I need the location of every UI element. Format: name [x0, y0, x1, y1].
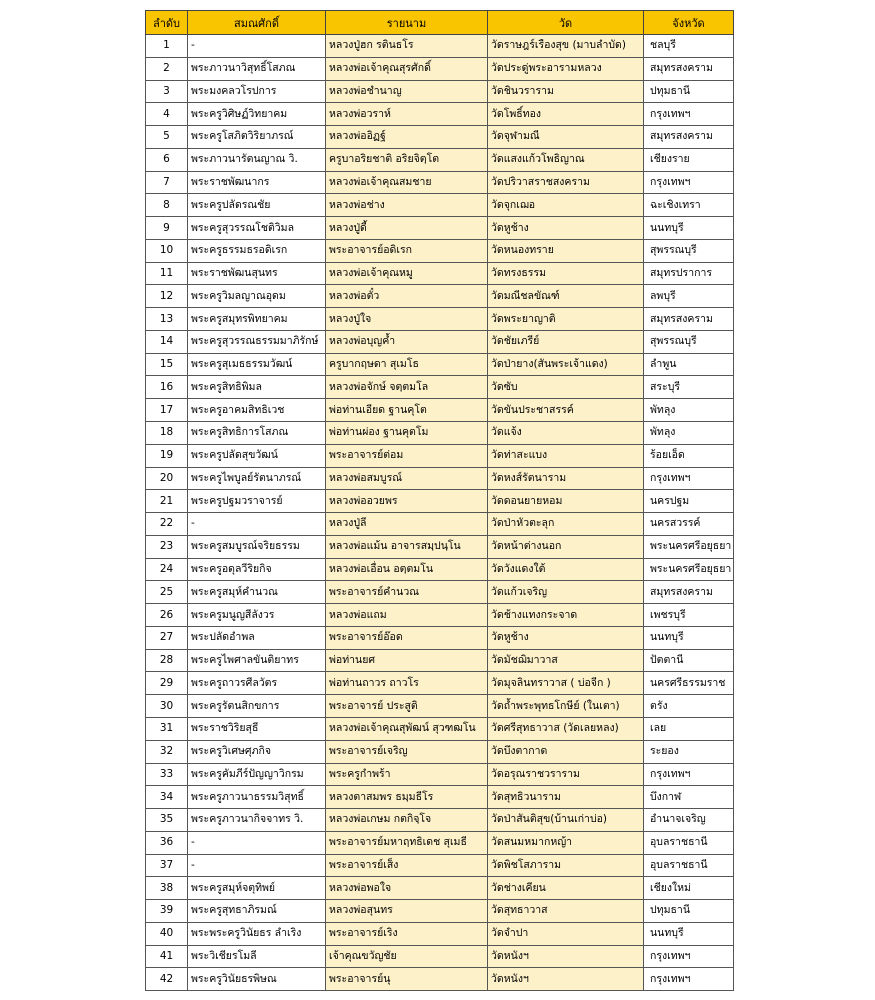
- cell-name: หลวงพ่อเกษม กตกิจฺโจ: [326, 809, 488, 832]
- cell-order: 18: [146, 422, 188, 445]
- table-row: [146, 558, 734, 581]
- cell-title: พระครูสุวรรณโชติวิมล: [188, 217, 326, 240]
- cell-order: 34: [146, 786, 188, 809]
- cell-temple: วัดสุทธาวาส: [488, 900, 644, 923]
- table-row: [146, 171, 734, 194]
- cell-name: หลวงพ่อเจ้าคุณสุรศักดิ์: [326, 57, 488, 80]
- cell-province: นครสวรรค์: [644, 513, 734, 536]
- cell-province: สมุทรสงคราม: [644, 126, 734, 149]
- cell-name: หลวงพ่อชำนาญ: [326, 80, 488, 103]
- cell-temple: วัดมัชฌิมาวาส: [488, 649, 644, 672]
- cell-province: กรุงเทพฯ: [644, 467, 734, 490]
- cell-name: หลวงปู่ใจ: [326, 308, 488, 331]
- cell-order: 23: [146, 535, 188, 558]
- table-body: [146, 35, 734, 991]
- table-row: [146, 513, 734, 536]
- cell-title: พระครูสมุทรพิทยาคม: [188, 308, 326, 331]
- cell-province: ปัตตานี: [644, 649, 734, 672]
- table-row: [146, 854, 734, 877]
- cell-temple: วัดจุกเฌอ: [488, 194, 644, 217]
- cell-province: กรุงเทพฯ: [644, 171, 734, 194]
- cell-order: 8: [146, 194, 188, 217]
- cell-title: พระครูมนูญสีลังวร: [188, 604, 326, 627]
- cell-province: ตรัง: [644, 695, 734, 718]
- cell-name: หลวงพ่ออวยพร: [326, 490, 488, 513]
- cell-title: พระภาวนารัตนญาณ วิ.: [188, 148, 326, 171]
- cell-temple: วัดแก้วเจริญ: [488, 581, 644, 604]
- cell-temple: วัดมุจลินทราวาส ( บ่อจีก ): [488, 672, 644, 695]
- cell-title: พระครูวิเศษศุภกิจ: [188, 740, 326, 763]
- cell-name: พ่อท่านผ่อง ฐานคุตโม: [326, 422, 488, 445]
- cell-name: พระอาจารย์ต่อม: [326, 444, 488, 467]
- table-row: [146, 308, 734, 331]
- cell-name: หลวงพ่อพอใจ: [326, 877, 488, 900]
- cell-province: สมุทรสงคราม: [644, 57, 734, 80]
- cell-province: สุพรรณบุรี: [644, 330, 734, 353]
- cell-name: หลวงพ่อตั๋ว: [326, 285, 488, 308]
- cell-temple: วัดอรุณราชวราราม: [488, 763, 644, 786]
- cell-name: หลวงพ่อเอื่อน อตฺตมโน: [326, 558, 488, 581]
- cell-temple: วัดจำปา: [488, 922, 644, 945]
- cell-temple: วัดขันประชาสรรค์: [488, 399, 644, 422]
- cell-order: 37: [146, 854, 188, 877]
- cell-name: พระอาจารย์เริง: [326, 922, 488, 945]
- cell-name: พระอาจารย์อดิเรก: [326, 239, 488, 262]
- header-province: จังหวัด: [644, 11, 734, 35]
- cell-title: พระครูอดุลวีริยกิจ: [188, 558, 326, 581]
- cell-temple: วัดดอนยายหอม: [488, 490, 644, 513]
- cell-temple: วัดจุฬามณี: [488, 126, 644, 149]
- cell-order: 24: [146, 558, 188, 581]
- table-row: [146, 945, 734, 968]
- cell-title: -: [188, 854, 326, 877]
- cell-title: พระครูสิทธิพิมล: [188, 376, 326, 399]
- header-row: [146, 11, 734, 35]
- cell-order: 16: [146, 376, 188, 399]
- table-row: [146, 968, 734, 991]
- cell-temple: วัดพระยาญาติ: [488, 308, 644, 331]
- cell-province: อำนาจเจริญ: [644, 809, 734, 832]
- table-row: [146, 535, 734, 558]
- cell-province: ร้อยเอ็ด: [644, 444, 734, 467]
- cell-order: 2: [146, 57, 188, 80]
- cell-province: สระบุรี: [644, 376, 734, 399]
- cell-order: 3: [146, 80, 188, 103]
- cell-order: 12: [146, 285, 188, 308]
- cell-name: ครูบากฤษดา สุเมโธ: [326, 353, 488, 376]
- cell-order: 21: [146, 490, 188, 513]
- cell-order: 6: [146, 148, 188, 171]
- cell-title: พระวิเชียรโมลี: [188, 945, 326, 968]
- cell-name: หลวงปู่ดี้: [326, 217, 488, 240]
- cell-order: 13: [146, 308, 188, 331]
- cell-order: 9: [146, 217, 188, 240]
- cell-province: สมุทรสงคราม: [644, 581, 734, 604]
- cell-temple: วัดหูช้าง: [488, 626, 644, 649]
- cell-title: พระครูสุเมธธรรมวัฒน์: [188, 353, 326, 376]
- cell-province: ชลบุรี: [644, 35, 734, 58]
- table-row: [146, 626, 734, 649]
- table-row: [146, 148, 734, 171]
- cell-province: กรุงเทพฯ: [644, 945, 734, 968]
- cell-province: ลพบุรี: [644, 285, 734, 308]
- table-row: [146, 740, 734, 763]
- cell-name: หลวงพ่อสมบูรณ์: [326, 467, 488, 490]
- cell-province: ลำพูน: [644, 353, 734, 376]
- cell-temple: วัดวังแดงใต้: [488, 558, 644, 581]
- cell-name: หลวงพ่อเจ้าคุณหมู: [326, 262, 488, 285]
- cell-title: พระครูวิศิษฏ์วิทยาคม: [188, 103, 326, 126]
- cell-order: 35: [146, 809, 188, 832]
- table-row: [146, 900, 734, 923]
- cell-province: ฉะเชิงเทรา: [644, 194, 734, 217]
- cell-order: 29: [146, 672, 188, 695]
- cell-temple: วัดป่าหัวตะลุก: [488, 513, 644, 536]
- table-row: [146, 239, 734, 262]
- cell-temple: วัดหงส์รัตนาราม: [488, 467, 644, 490]
- cell-name: พระอาจารย์อ๊อด: [326, 626, 488, 649]
- table-row: [146, 649, 734, 672]
- cell-title: พระครูสุทธาภิรมณ์: [188, 900, 326, 923]
- cell-province: นครศรีธรรมราช: [644, 672, 734, 695]
- cell-name: พระอาจารย์ ประสูติ: [326, 695, 488, 718]
- cell-title: พระครูธรรมธรอดิเรก: [188, 239, 326, 262]
- cell-province: นนทบุรี: [644, 217, 734, 240]
- table-row: [146, 80, 734, 103]
- cell-order: 33: [146, 763, 188, 786]
- cell-title: -: [188, 513, 326, 536]
- table-row: [146, 581, 734, 604]
- table-row: [146, 376, 734, 399]
- table-row: [146, 57, 734, 80]
- cell-order: 27: [146, 626, 188, 649]
- cell-order: 15: [146, 353, 188, 376]
- cell-name: หลวงพ่อวราห์: [326, 103, 488, 126]
- header-temple: วัด: [488, 11, 644, 35]
- cell-province: กรุงเทพฯ: [644, 763, 734, 786]
- cell-province: นนทบุรี: [644, 626, 734, 649]
- cell-order: 17: [146, 399, 188, 422]
- cell-temple: วัดหนังฯ: [488, 945, 644, 968]
- cell-title: พระราชพัฒนสุนทร: [188, 262, 326, 285]
- cell-temple: วัดพิชโสภาราม: [488, 854, 644, 877]
- header-order: ลำดับ: [146, 11, 188, 35]
- cell-name: พระอาจารย์เส็ง: [326, 854, 488, 877]
- cell-province: เลย: [644, 717, 734, 740]
- cell-title: -: [188, 35, 326, 58]
- cell-order: 40: [146, 922, 188, 945]
- table-row: [146, 399, 734, 422]
- cell-name: พระอาจารย์คำนวณ: [326, 581, 488, 604]
- cell-province: กรุงเทพฯ: [644, 103, 734, 126]
- cell-order: 11: [146, 262, 188, 285]
- cell-name: หลวงพ่อเจ้าคุณสุพัฒน์ สุวฑฒโน: [326, 717, 488, 740]
- cell-title: พระครูถาวรศีลวัตร: [188, 672, 326, 695]
- cell-title: พระครูรัตนสิกขการ: [188, 695, 326, 718]
- cell-temple: วัดแจ้ง: [488, 422, 644, 445]
- cell-temple: วัดบึงตากาด: [488, 740, 644, 763]
- cell-name: หลวงปู่ลี: [326, 513, 488, 536]
- cell-temple: วัดหน้าต่างนอก: [488, 535, 644, 558]
- table-row: [146, 922, 734, 945]
- cell-name: ครูบาอริยชาติ อริยจิตฺโต: [326, 148, 488, 171]
- cell-province: พัทลุง: [644, 399, 734, 422]
- cell-title: พระครูปฐมวราจารย์: [188, 490, 326, 513]
- table-row: [146, 35, 734, 58]
- cell-title: พระครูวินัยธรพิษณ: [188, 968, 326, 991]
- table-row: [146, 672, 734, 695]
- cell-province: ปทุมธานี: [644, 80, 734, 103]
- table-row: [146, 422, 734, 445]
- cell-temple: วัดโพธิ์ทอง: [488, 103, 644, 126]
- cell-temple: วัดราษฎร์เรืองสุข (มาบลำบัด): [488, 35, 644, 58]
- cell-order: 4: [146, 103, 188, 126]
- table-row: [146, 604, 734, 627]
- cell-order: 30: [146, 695, 188, 718]
- cell-temple: วัดป่าสันติสุข(บ้านเก่าบ่อ): [488, 809, 644, 832]
- cell-order: 31: [146, 717, 188, 740]
- cell-name: พ่อท่านเอียด ฐานคุโต: [326, 399, 488, 422]
- cell-temple: วัดทรงธรรม: [488, 262, 644, 285]
- cell-province: ปทุมธานี: [644, 900, 734, 923]
- cell-order: 39: [146, 900, 188, 923]
- cell-title: พระพระครูวินัยธร ลำเริง: [188, 922, 326, 945]
- cell-province: สุพรรณบุรี: [644, 239, 734, 262]
- cell-name: หลวงพ่อแถม: [326, 604, 488, 627]
- header-name: รายนาม: [326, 11, 488, 35]
- cell-name: พ่อท่านยศ: [326, 649, 488, 672]
- cell-title: พระครูวิมลญาณอุดม: [188, 285, 326, 308]
- table-row: [146, 877, 734, 900]
- cell-name: หลวงพ่อจักษ์ จตฺตมโล: [326, 376, 488, 399]
- cell-title: พระครูสมุห์จตุทิพย์: [188, 877, 326, 900]
- cell-temple: วัดศรีสุทธาวาส (วัดเลยหลง): [488, 717, 644, 740]
- cell-temple: วัดป่ายาง(สันพระเจ้าแดง): [488, 353, 644, 376]
- cell-temple: วัดช้างแทงกระจาด: [488, 604, 644, 627]
- cell-province: สมุทรปราการ: [644, 262, 734, 285]
- cell-temple: วัดหนองทราย: [488, 239, 644, 262]
- table-row: [146, 262, 734, 285]
- cell-temple: วัดสุทธิวนาราม: [488, 786, 644, 809]
- cell-name: พระครูกำพร้า: [326, 763, 488, 786]
- cell-name: หลวงพ่อสุนทร: [326, 900, 488, 923]
- cell-province: นนทบุรี: [644, 922, 734, 945]
- cell-name: หลวงพ่อแม้น อาจารสมฺปนฺโน: [326, 535, 488, 558]
- cell-province: พระนครศรีอยุธยา: [644, 535, 734, 558]
- cell-name: พระอาจารย์มหาฤทธิเดช สุเมธี: [326, 831, 488, 854]
- cell-title: พระครูสิทธิการโสภณ: [188, 422, 326, 445]
- table-row: [146, 353, 734, 376]
- cell-province: กรุงเทพฯ: [644, 968, 734, 991]
- cell-temple: วัดปริวาสราชสงคราม: [488, 171, 644, 194]
- cell-name: หลวงพ่ออิฏฐ์: [326, 126, 488, 149]
- cell-title: พระภาวนาวิสุทธิ์โสภณ: [188, 57, 326, 80]
- cell-name: หลวงพ่อบุญค้ำ: [326, 330, 488, 353]
- cell-temple: วัดชินวราราม: [488, 80, 644, 103]
- cell-title: พระครูสมุห์คำนวณ: [188, 581, 326, 604]
- cell-order: 10: [146, 239, 188, 262]
- cell-name: พระอาจารย์นุ: [326, 968, 488, 991]
- cell-province: ระยอง: [644, 740, 734, 763]
- table-row: [146, 831, 734, 854]
- cell-order: 36: [146, 831, 188, 854]
- cell-order: 22: [146, 513, 188, 536]
- cell-order: 26: [146, 604, 188, 627]
- cell-title: พระครูภาวนาธรรมวิสุทธิ์: [188, 786, 326, 809]
- cell-title: พระครูภาวนากิจจาทร วิ.: [188, 809, 326, 832]
- cell-temple: วัดชัยเภรีย์: [488, 330, 644, 353]
- monk-list-table: [145, 10, 734, 991]
- cell-province: เพชรบุรี: [644, 604, 734, 627]
- cell-province: อุบลราชธานี: [644, 854, 734, 877]
- cell-order: 25: [146, 581, 188, 604]
- cell-temple: วัดถ้ำพระพุทธโกษีย์ (ในเตา): [488, 695, 644, 718]
- cell-title: พระครูโสภิตวิริยาภรณ์: [188, 126, 326, 149]
- cell-temple: วัดหูช้าง: [488, 217, 644, 240]
- table-row: [146, 490, 734, 513]
- table-row: [146, 467, 734, 490]
- cell-title: พระครูปลัดรณชัย: [188, 194, 326, 217]
- cell-temple: วัดช่างเคียน: [488, 877, 644, 900]
- table-row: [146, 285, 734, 308]
- cell-order: 38: [146, 877, 188, 900]
- cell-order: 5: [146, 126, 188, 149]
- cell-title: พระมงคลวโรปการ: [188, 80, 326, 103]
- cell-title: พระปลัดอำพล: [188, 626, 326, 649]
- cell-temple: วัดประดู่พระอารามหลวง: [488, 57, 644, 80]
- table-row: [146, 444, 734, 467]
- table-row: [146, 763, 734, 786]
- cell-title: -: [188, 831, 326, 854]
- cell-order: 14: [146, 330, 188, 353]
- cell-temple: วัดมณีชลขัณฑ์: [488, 285, 644, 308]
- cell-name: หลวงปู่ฮก รตินธโร: [326, 35, 488, 58]
- cell-order: 1: [146, 35, 188, 58]
- cell-name: พระอาจารย์เจริญ: [326, 740, 488, 763]
- cell-title: พระราชวิริยสุธี: [188, 717, 326, 740]
- cell-title: พระครูสุวรรณธรรมมาภิรักษ์: [188, 330, 326, 353]
- table-row: [146, 786, 734, 809]
- table-row: [146, 717, 734, 740]
- cell-title: พระครูปลัดสุขวัฒน์: [188, 444, 326, 467]
- table-row: [146, 103, 734, 126]
- cell-temple: วัดหนังฯ: [488, 968, 644, 991]
- cell-title: พระครูอาคมสิทธิเวช: [188, 399, 326, 422]
- cell-name: หลวงตาสมพร ธมฺมธีโร: [326, 786, 488, 809]
- table-row: [146, 194, 734, 217]
- table-row: [146, 695, 734, 718]
- cell-province: พระนครศรีอยุธยา: [644, 558, 734, 581]
- cell-title: พระครูสมบูรณ์จริยธรรม: [188, 535, 326, 558]
- header-title: สมณศักดิ์: [188, 11, 326, 35]
- cell-name: หลวงพ่อช่าง: [326, 194, 488, 217]
- cell-province: พัทลุง: [644, 422, 734, 445]
- cell-province: เชียงราย: [644, 148, 734, 171]
- table-row: [146, 126, 734, 149]
- cell-name: หลวงพ่อเจ้าคุณสมชาย: [326, 171, 488, 194]
- cell-order: 28: [146, 649, 188, 672]
- cell-province: เชียงใหม่: [644, 877, 734, 900]
- cell-name: พ่อท่านถาวร ถาวโร: [326, 672, 488, 695]
- cell-province: อุบลราชธานี: [644, 831, 734, 854]
- table-row: [146, 809, 734, 832]
- cell-temple: วัดซับ: [488, 376, 644, 399]
- cell-temple: วัดท่าสะแบง: [488, 444, 644, 467]
- table-row: [146, 330, 734, 353]
- cell-order: 20: [146, 467, 188, 490]
- table-row: [146, 217, 734, 240]
- cell-title: พระราชพัฒนากร: [188, 171, 326, 194]
- cell-title: พระครูคัมภีร์ปัญญาวิกรม: [188, 763, 326, 786]
- cell-province: บึงกาฬ: [644, 786, 734, 809]
- cell-province: นครปฐม: [644, 490, 734, 513]
- cell-title: พระครูไพศาลขันติยาทร: [188, 649, 326, 672]
- cell-order: 42: [146, 968, 188, 991]
- cell-province: สมุทรสงคราม: [644, 308, 734, 331]
- cell-order: 32: [146, 740, 188, 763]
- cell-name: เจ้าคุณขวัญชัย: [326, 945, 488, 968]
- cell-order: 19: [146, 444, 188, 467]
- cell-temple: วัดสนมหมากหญ้า: [488, 831, 644, 854]
- cell-title: พระครูไพบูลย์รัตนาภรณ์: [188, 467, 326, 490]
- cell-order: 7: [146, 171, 188, 194]
- cell-temple: วัดแสงแก้วโพธิญาณ: [488, 148, 644, 171]
- cell-order: 41: [146, 945, 188, 968]
